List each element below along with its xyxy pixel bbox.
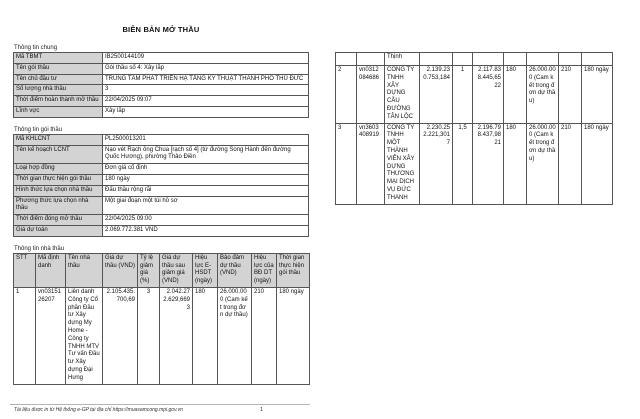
page-2 (335, 52, 612, 205)
value-cell: 22/04/2025 09:07 (103, 96, 309, 107)
table-row (14, 85, 309, 96)
column-header: Mã định danh (36, 253, 66, 287)
label-cell: Tên chủ đầu tư (14, 74, 103, 85)
column-header: Giá dự thầu sau giảm giá (VND) (160, 253, 193, 287)
cell-discount (453, 53, 473, 66)
cell-discount: 1 (453, 66, 473, 124)
table-row (14, 174, 309, 185)
table-row (14, 63, 309, 74)
label-cell: Tên kế hoạch LCNT (14, 145, 103, 164)
value-cell: Gói thầu số 4: Xây lắp (103, 63, 309, 74)
label-cell: Giá dự toán (14, 225, 103, 236)
value-cell: Một giai đoạn một túi hồ sơ (103, 196, 309, 215)
cell-validity (504, 53, 527, 66)
cell-validity: 180 (504, 66, 527, 124)
cell-bidder-name: CÔNG TY TNHH XÂY DỰNG CẦU ĐƯỜNG TÂN LỘC (385, 66, 420, 124)
table-row (14, 215, 309, 226)
cell-duration (582, 53, 613, 66)
cell-stt: 2 (336, 66, 357, 124)
cell-guarantee: 26.000.000 (Cam kết trong đơn dự thầu) (218, 287, 252, 384)
value-cell: Xây lắp (103, 106, 309, 117)
cell-bidder-name: Liên danh Công ty Cổ phần Đầu tư Xây dựng My Home - Công ty TNHH MTV Tư vấn Đầu tư Xây dựng Đại Hưng (66, 287, 103, 384)
label-cell: Phương thức lựa chọn nhà thầu (14, 196, 103, 215)
package-info-table (13, 134, 309, 237)
cell-bid-price: 2.105.435.700,69 (103, 287, 138, 384)
label-cell: Loại hợp đồng (14, 164, 103, 175)
label-cell: Thời điểm hoàn thành mở thầu (14, 96, 103, 107)
table-header-row (14, 253, 310, 287)
bidder-row (336, 66, 613, 124)
table-row (14, 96, 309, 107)
column-header: Thời gian thực hiện gói thầu (277, 253, 310, 287)
cell-guarantee-validity (559, 53, 582, 66)
cell-bidder-name: Thịnh (385, 53, 420, 66)
footer-source-text: Tài liệu được in từ Hệ thống e-GP tại địa chỉ https://muasamcong.mpi.gov.vn (14, 407, 183, 413)
cell-guarantee-validity: 210 (559, 123, 582, 204)
section-heading-general: Thông tin chung (14, 45, 58, 51)
value-cell: TRUNG TÂM PHÁT TRIỂN HẠ TẦNG KỸ THUẬT THÀNH PHỐ THỦ ĐỨC (103, 74, 309, 85)
label-cell: Mã KHLCNT (14, 134, 103, 145)
footer-divider (10, 404, 310, 405)
label-cell: Mã TBMT (14, 53, 103, 64)
cell-bid-price: 2.230.252.221,3017 (420, 123, 453, 204)
label-cell: Thời gian thực hiện gói thầu (14, 174, 103, 185)
table-row (14, 196, 309, 215)
cell-duration: 180 ngày (582, 66, 613, 124)
label-cell: Thời điểm đóng mở thầu (14, 215, 103, 226)
table-row (14, 164, 309, 175)
cell-discount: 1,5 (453, 123, 473, 204)
table-row (14, 134, 309, 145)
cell-stt: 1 (14, 287, 36, 384)
column-header: Tỷ lệ giảm giá (%) (138, 253, 160, 287)
cell-discount: 3 (138, 287, 160, 384)
bidder-row-continuation (336, 53, 613, 66)
column-header: Tên nhà thầu (66, 253, 103, 287)
cell-guarantee-validity: 210 (252, 287, 277, 384)
column-header: Bảo đảm dự thầu (VND) (218, 253, 252, 287)
label-cell: Tên gói thầu (14, 63, 103, 74)
table-row (14, 145, 309, 164)
cell-price-after-discount: 2.042.272.629,6693 (160, 287, 193, 384)
general-info-table (13, 52, 309, 118)
cell-validity: 180 (193, 287, 218, 384)
cell-guarantee: 26.000.000 (Cam kết trong đơn dự thầu) (527, 123, 559, 204)
cell-validity: 180 (504, 123, 527, 204)
section-heading-bidders: Thông tin nhà thầu (14, 245, 65, 252)
cell-bidder-id: vn3603408919 (357, 123, 385, 204)
cell-duration: 180 ngày (582, 123, 613, 204)
footer-page-number: 1 (260, 407, 264, 413)
cell-price-after-discount: 2.196.798.437,9821 (473, 123, 504, 204)
cell-stt (336, 53, 357, 66)
cell-guarantee-validity: 210 (559, 66, 582, 124)
table-row (14, 53, 309, 64)
value-cell: 2.069.772.381 VND (103, 225, 309, 236)
table-row (14, 74, 309, 85)
cell-guarantee (527, 53, 559, 66)
cell-stt: 3 (336, 123, 357, 204)
column-header: STT (14, 253, 36, 287)
cell-bid-price (420, 53, 453, 66)
table-row (14, 225, 309, 236)
value-cell: PL2500013201 (103, 134, 309, 145)
label-cell: Hình thức lựa chọn nhà thầu (14, 185, 103, 196)
cell-bidder-id: vn0315126207 (36, 287, 66, 384)
bidders-table-page1 (13, 253, 310, 385)
cell-price-after-discount (473, 53, 504, 66)
cell-bid-price: 2.139.230.753,184 (420, 66, 453, 124)
label-cell: Lĩnh vực (14, 106, 103, 117)
value-cell: 22/04/2025 09:00 (103, 215, 309, 226)
column-header: Giá dự thầu (VND) (103, 253, 138, 287)
value-cell: Đấu thầu rộng rãi (103, 185, 309, 196)
value-cell: 3 (103, 85, 309, 96)
column-header: Hiệu lực của BĐ DT (ngày) (252, 253, 277, 287)
cell-price-after-discount: 2.117.838.445,6522 (473, 66, 504, 124)
page-1 (13, 0, 309, 385)
value-cell: Đơn giá cố định (103, 164, 309, 175)
section-heading-package: Thông tin gói thầu (14, 126, 63, 133)
cell-bidder-id: vn0312084686 (357, 66, 385, 124)
document-title: BIÊN BẢN MỞ THẦU (122, 25, 200, 34)
cell-guarantee: 26.000.000 (Cam kết trong đơn dự thầu) (527, 66, 559, 124)
value-cell: 180 ngày (103, 174, 309, 185)
column-header: Hiệu lực E-HSDT (ngày) (193, 253, 218, 287)
bidders-table-page2 (335, 52, 613, 205)
value-cell: Nạo vét Rạch ông Chua [rạch số 4] (từ đường Song Hành đến đường Quốc Hương), phường Thảo Điền (103, 145, 309, 164)
cell-bidder-id (357, 53, 385, 66)
bidder-row (14, 287, 310, 384)
label-cell: Số lượng nhà thầu (14, 85, 103, 96)
table-row (14, 106, 309, 117)
cell-bidder-name: CÔNG TY TNHH MỘT THÀNH VIÊN XÂY DỰNG THƯƠNG MẠI DỊCH VỤ ĐỨC THANH (385, 123, 420, 204)
value-cell: IB2500144109 (103, 53, 309, 64)
cell-duration: 180 ngày (277, 287, 310, 384)
table-row (14, 185, 309, 196)
bidder-row (336, 123, 613, 204)
